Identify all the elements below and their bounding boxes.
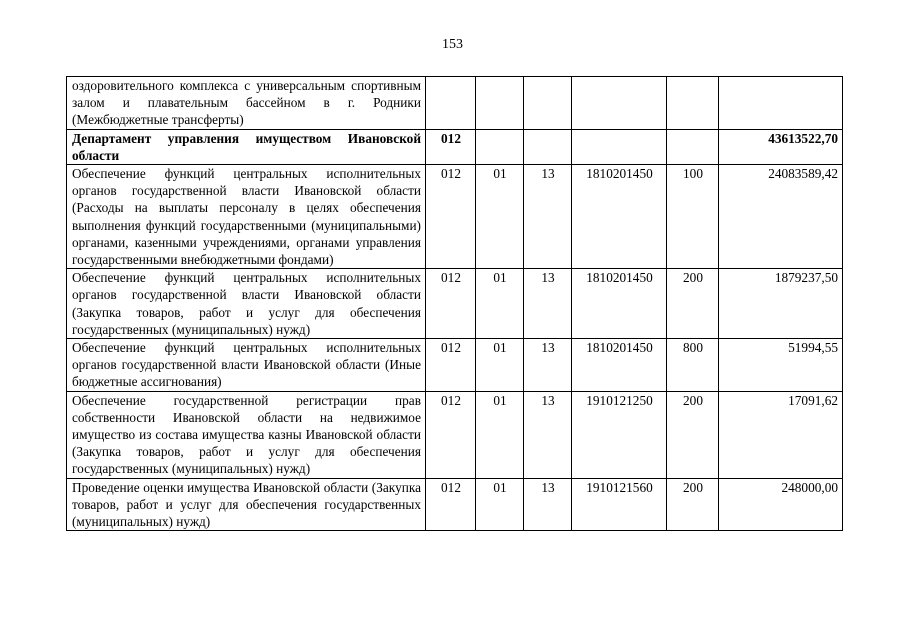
section-cell: 01	[476, 339, 524, 392]
subsection-cell: 13	[524, 339, 572, 392]
row-name-cell: Обеспечение государственной регистрации прав собственности Ивановской области на недвижимое имущество из состава имущества казны Ивановской области (Закупка товаров, работ и услуг для обеспечения государственных (муниципальных) нужд)	[67, 391, 426, 478]
expense-type-cell: 200	[667, 478, 719, 531]
target-article-cell: 1810201450	[572, 165, 667, 269]
section-cell: 01	[476, 165, 524, 269]
table-row	[67, 165, 843, 269]
expense-type-cell	[667, 129, 719, 164]
section-cell	[476, 77, 524, 130]
gov-code-cell: 012	[426, 339, 476, 392]
subsection-cell: 13	[524, 165, 572, 269]
table-row	[67, 129, 843, 164]
target-article-cell	[572, 77, 667, 130]
amount-cell: 248000,00	[719, 478, 843, 531]
row-name-cell: Департамент управления имуществом Ивановской области	[67, 129, 426, 164]
target-article-cell: 1910121560	[572, 478, 667, 531]
amount-cell: 17091,62	[719, 391, 843, 478]
gov-code-cell: 012	[426, 269, 476, 339]
expense-type-cell	[667, 77, 719, 130]
row-name-cell: Обеспечение функций центральных исполнительных органов государственной власти Ивановской области (Расходы на выплаты персоналу в целях обеспечения выполнения функций государственными (муниципальными) органами, казенными учреждениями, органами управления государственными внебюджетными фондами)	[67, 165, 426, 269]
amount-cell: 51994,55	[719, 339, 843, 392]
amount-cell: 43613522,70	[719, 129, 843, 164]
table-row	[67, 478, 843, 531]
table-row	[67, 269, 843, 339]
subsection-cell: 13	[524, 478, 572, 531]
expense-type-cell: 800	[667, 339, 719, 392]
gov-code-cell: 012	[426, 165, 476, 269]
budget-table	[66, 76, 843, 531]
gov-code-cell: 012	[426, 129, 476, 164]
expense-type-cell: 100	[667, 165, 719, 269]
gov-code-cell: 012	[426, 391, 476, 478]
row-name-cell: Проведение оценки имущества Ивановской области (Закупка товаров, работ и услуг для обеспечения государственных (муниципальных) нужд)	[67, 478, 426, 531]
target-article-cell	[572, 129, 667, 164]
subsection-cell: 13	[524, 391, 572, 478]
table-row	[67, 391, 843, 478]
table-row	[67, 339, 843, 392]
row-name-cell: Обеспечение функций центральных исполнительных органов государственной власти Ивановской области (Закупка товаров, работ и услуг для обеспечения государственных (муниципальных) нужд)	[67, 269, 426, 339]
gov-code-cell	[426, 77, 476, 130]
expense-type-cell: 200	[667, 269, 719, 339]
section-cell	[476, 129, 524, 164]
row-name-cell: Обеспечение функций центральных исполнительных органов государственной власти Ивановской области (Иные бюджетные ассигнования)	[67, 339, 426, 392]
amount-cell	[719, 77, 843, 130]
section-cell: 01	[476, 391, 524, 478]
subsection-cell: 13	[524, 269, 572, 339]
row-name-cell: оздоровительного комплекса с универсальным спортивным залом и плавательным бассейном в г. Родники (Межбюджетные трансферты)	[67, 77, 426, 130]
table-row	[67, 77, 843, 130]
amount-cell: 1879237,50	[719, 269, 843, 339]
subsection-cell	[524, 77, 572, 130]
section-cell: 01	[476, 269, 524, 339]
target-article-cell: 1910121250	[572, 391, 667, 478]
page-number: 153	[442, 37, 463, 52]
gov-code-cell: 012	[426, 478, 476, 531]
subsection-cell	[524, 129, 572, 164]
target-article-cell: 1810201450	[572, 339, 667, 392]
expense-type-cell: 200	[667, 391, 719, 478]
target-article-cell: 1810201450	[572, 269, 667, 339]
amount-cell: 24083589,42	[719, 165, 843, 269]
section-cell: 01	[476, 478, 524, 531]
